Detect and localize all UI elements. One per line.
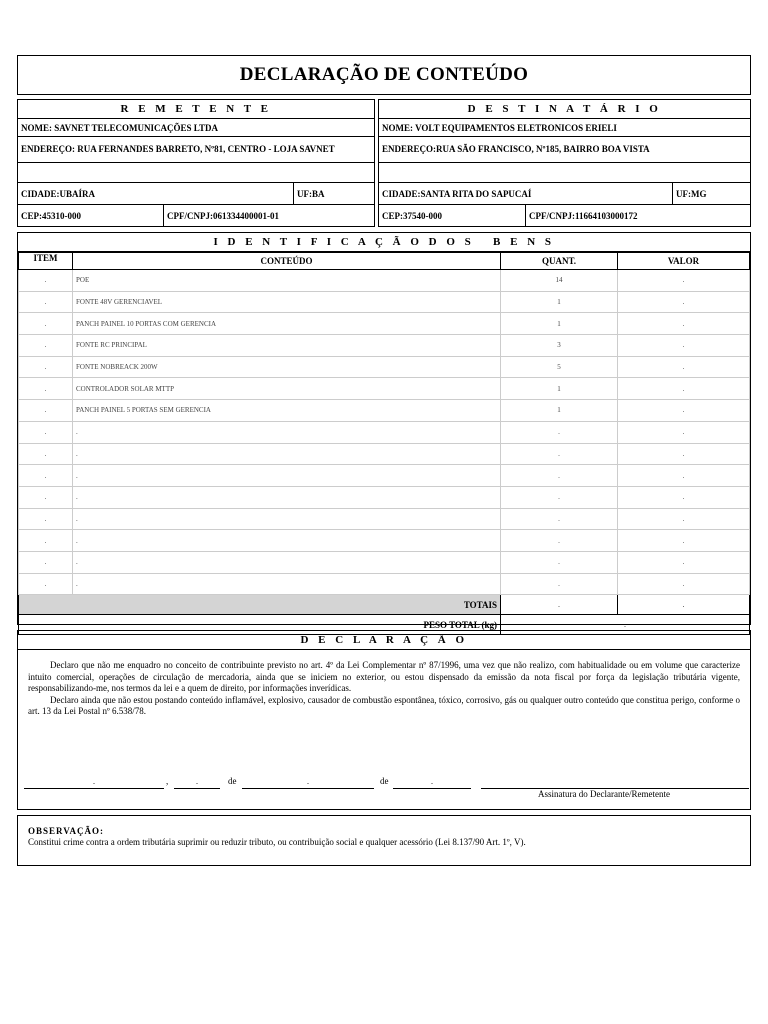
col-conteudo: CONTEÚDO <box>73 253 501 270</box>
destinatario-cpf: CPF/CNPJ:11664103000172 <box>525 205 750 226</box>
quant-cell: . <box>501 465 618 487</box>
table-row <box>19 356 750 378</box>
valor-cell: . <box>618 551 750 573</box>
conteudo-cell: . <box>73 573 501 595</box>
table-row <box>19 530 750 552</box>
month-line[interactable]: . <box>242 777 374 789</box>
observacao-text: Constitui crime contra a ordem tributária suprimir ou reduzir tributo, ou contribuição social e qualquer acessório (Lei 8.137/90 Art. 1º, V). <box>28 837 526 847</box>
signature-line[interactable] <box>481 777 749 789</box>
col-quant: QUANT. <box>501 253 618 270</box>
conteudo-cell: FONTE NOBREACK 200W <box>73 356 501 378</box>
table-row <box>19 443 750 465</box>
document-title: DECLARAÇÃO DE CONTEÚDO <box>239 64 529 85</box>
conteudo-cell: . <box>73 530 501 552</box>
quant-cell: 14 <box>501 270 618 292</box>
quant-cell: 1 <box>501 291 618 313</box>
quant-cell: 5 <box>501 356 618 378</box>
day-line[interactable]: . <box>174 777 220 789</box>
item-cell: . <box>19 313 73 335</box>
item-cell: . <box>19 356 73 378</box>
col-valor: VALOR <box>618 253 750 270</box>
remetente-endereco: ENDEREÇO: RUA FERNANDES BARRETO, Nº81, CENTRO - LOJA SAVNET <box>21 144 335 154</box>
remetente-uf: UF:BA <box>293 183 374 204</box>
conteudo-cell: . <box>73 551 501 573</box>
table-row <box>19 400 750 422</box>
totais-valor: . <box>618 595 750 615</box>
item-cell: . <box>19 465 73 487</box>
destinatario-nome: NOME: VOLT EQUIPAMENTOS ELETRONICOS ERIELI <box>382 122 617 133</box>
year-line[interactable]: . <box>393 777 471 789</box>
quant-cell: 1 <box>501 313 618 335</box>
item-cell: . <box>19 573 73 595</box>
declaracao-text <box>18 650 750 718</box>
quant-cell: . <box>501 573 618 595</box>
remetente-cidade: CIDADE:UBAÍRA <box>21 188 96 199</box>
destinatario-cidade: CIDADE:SANTA RITA DO SAPUCAÍ <box>382 188 532 199</box>
totais-quant: . <box>501 595 618 615</box>
valor-cell: . <box>618 313 750 335</box>
quant-cell: 1 <box>501 400 618 422</box>
remetente-cpf: CPF/CNPJ:061334400001-01 <box>163 205 374 226</box>
destinatario-cep: CEP:37540-000 <box>382 210 442 221</box>
conteudo-cell: . <box>73 421 501 443</box>
valor-cell: . <box>618 443 750 465</box>
valor-cell: . <box>618 356 750 378</box>
destinatario-uf: UF:MG <box>672 183 750 204</box>
table-row <box>19 335 750 357</box>
table-row <box>19 421 750 443</box>
destinatario-endereco: ENDEREÇO:RUA SÃO FRANCISCO, Nº185, BAIRRO BOA VISTA <box>382 144 650 154</box>
declaracao-paragraph-1: Declaro que não me enquadro no conceito de contribuinte previsto no art. 4º da Lei Complementar nº 87/1996, uma vez que não realizo, com habitualidade ou em volume que caracterize intuito comercial, operações de circulação de mercadoria, ainda que se iniciem no exterior, ou estou dispensado da emissão da nota fiscal por força da legislação tributária vigente, responsabilizando-me, nos termos da lei e a quem de direito, por informações inverídicas. <box>28 660 740 693</box>
conteudo-cell: . <box>73 486 501 508</box>
valor-cell: . <box>618 270 750 292</box>
item-cell: . <box>19 486 73 508</box>
valor-cell: . <box>618 400 750 422</box>
item-cell: . <box>19 378 73 400</box>
document-title-box <box>17 55 751 95</box>
bens-table-body <box>19 270 750 595</box>
totais-label: TOTAIS <box>19 595 501 615</box>
valor-cell: . <box>618 465 750 487</box>
quant-cell: 3 <box>501 335 618 357</box>
valor-cell: . <box>618 573 750 595</box>
item-cell: . <box>19 400 73 422</box>
valor-cell: . <box>618 291 750 313</box>
declaracao-paragraph-2: Declaro ainda que não estou postando conteúdo inflamável, explosivo, causador de combustão espontânea, tóxico, corrosivo, gás ou qualquer outro conteúdo que constitua perigo, conforme o art. 13 da Lei Postal nº 6.538/78. <box>28 694 740 716</box>
conteudo-cell: PANCH PAINEL 10 PORTAS COM GERENCIA <box>73 313 501 335</box>
item-cell: . <box>19 530 73 552</box>
valor-cell: . <box>618 378 750 400</box>
de-label-2: de <box>380 776 389 786</box>
valor-cell: . <box>618 335 750 357</box>
quant-cell: . <box>501 530 618 552</box>
valor-cell: . <box>618 530 750 552</box>
table-row <box>19 486 750 508</box>
declaracao-section <box>17 630 751 810</box>
remetente-cep: CEP:45310-000 <box>21 210 81 221</box>
item-cell: . <box>19 335 73 357</box>
conteudo-cell: CONTROLADOR SOLAR MTTP <box>73 378 501 400</box>
table-row <box>19 313 750 335</box>
observacao-label: OBSERVAÇÃO: <box>28 826 105 836</box>
table-row <box>19 551 750 573</box>
quant-cell: . <box>501 421 618 443</box>
table-row <box>19 465 750 487</box>
item-cell: . <box>19 443 73 465</box>
local-line[interactable]: . <box>24 777 164 789</box>
valor-cell: . <box>618 421 750 443</box>
conteudo-cell: PANCH PAINEL 5 PORTAS SEM GERENCIA <box>73 400 501 422</box>
quant-cell: . <box>501 443 618 465</box>
valor-cell: . <box>618 508 750 530</box>
valor-cell: . <box>618 486 750 508</box>
col-item: ITEM <box>19 253 73 270</box>
destinatario-complemento <box>379 163 750 182</box>
destinatario-section <box>378 99 751 227</box>
conteudo-cell: FONTE 48V GERENCIAVEL <box>73 291 501 313</box>
item-cell: . <box>19 551 73 573</box>
item-cell: . <box>19 270 73 292</box>
peso-label: PESO TOTAL (kg) <box>19 615 501 635</box>
item-cell: . <box>19 421 73 443</box>
destinatario-header: D E S T I N A T Á R I O <box>379 100 750 119</box>
item-cell: . <box>19 508 73 530</box>
item-cell: . <box>19 291 73 313</box>
quant-cell: . <box>501 551 618 573</box>
signature-label: Assinatura do Declarante/Remetente <box>538 789 670 799</box>
conteudo-cell: . <box>73 465 501 487</box>
remetente-nome: NOME: SAVNET TELECOMUNICAÇÕES LTDA <box>21 122 218 133</box>
comma-label: , <box>166 776 169 786</box>
table-row <box>19 378 750 400</box>
observacao-section <box>17 815 751 866</box>
remetente-complemento <box>18 163 374 182</box>
conteudo-cell: . <box>73 443 501 465</box>
peso-valor: . <box>501 615 750 635</box>
conteudo-cell: . <box>73 508 501 530</box>
table-row <box>19 291 750 313</box>
conteudo-cell: FONTE RC PRINCIPAL <box>73 335 501 357</box>
table-row <box>19 508 750 530</box>
conteudo-cell: POE <box>73 270 501 292</box>
bens-header: I D E N T I F I C A Ç Ã O D O S B E N S <box>18 233 750 252</box>
table-row <box>19 573 750 595</box>
bens-table <box>18 252 750 635</box>
quant-cell: 1 <box>501 378 618 400</box>
remetente-header: R E M E T E N T E <box>18 100 374 119</box>
de-label-1: de <box>228 776 237 786</box>
declaracao-header: D E C L A R A Ç Ã O <box>18 631 750 650</box>
bens-table-header <box>19 253 750 270</box>
quant-cell: . <box>501 508 618 530</box>
table-row <box>19 270 750 292</box>
quant-cell: . <box>501 486 618 508</box>
totais-row <box>19 595 750 615</box>
remetente-section <box>17 99 375 227</box>
bens-section <box>17 232 751 630</box>
